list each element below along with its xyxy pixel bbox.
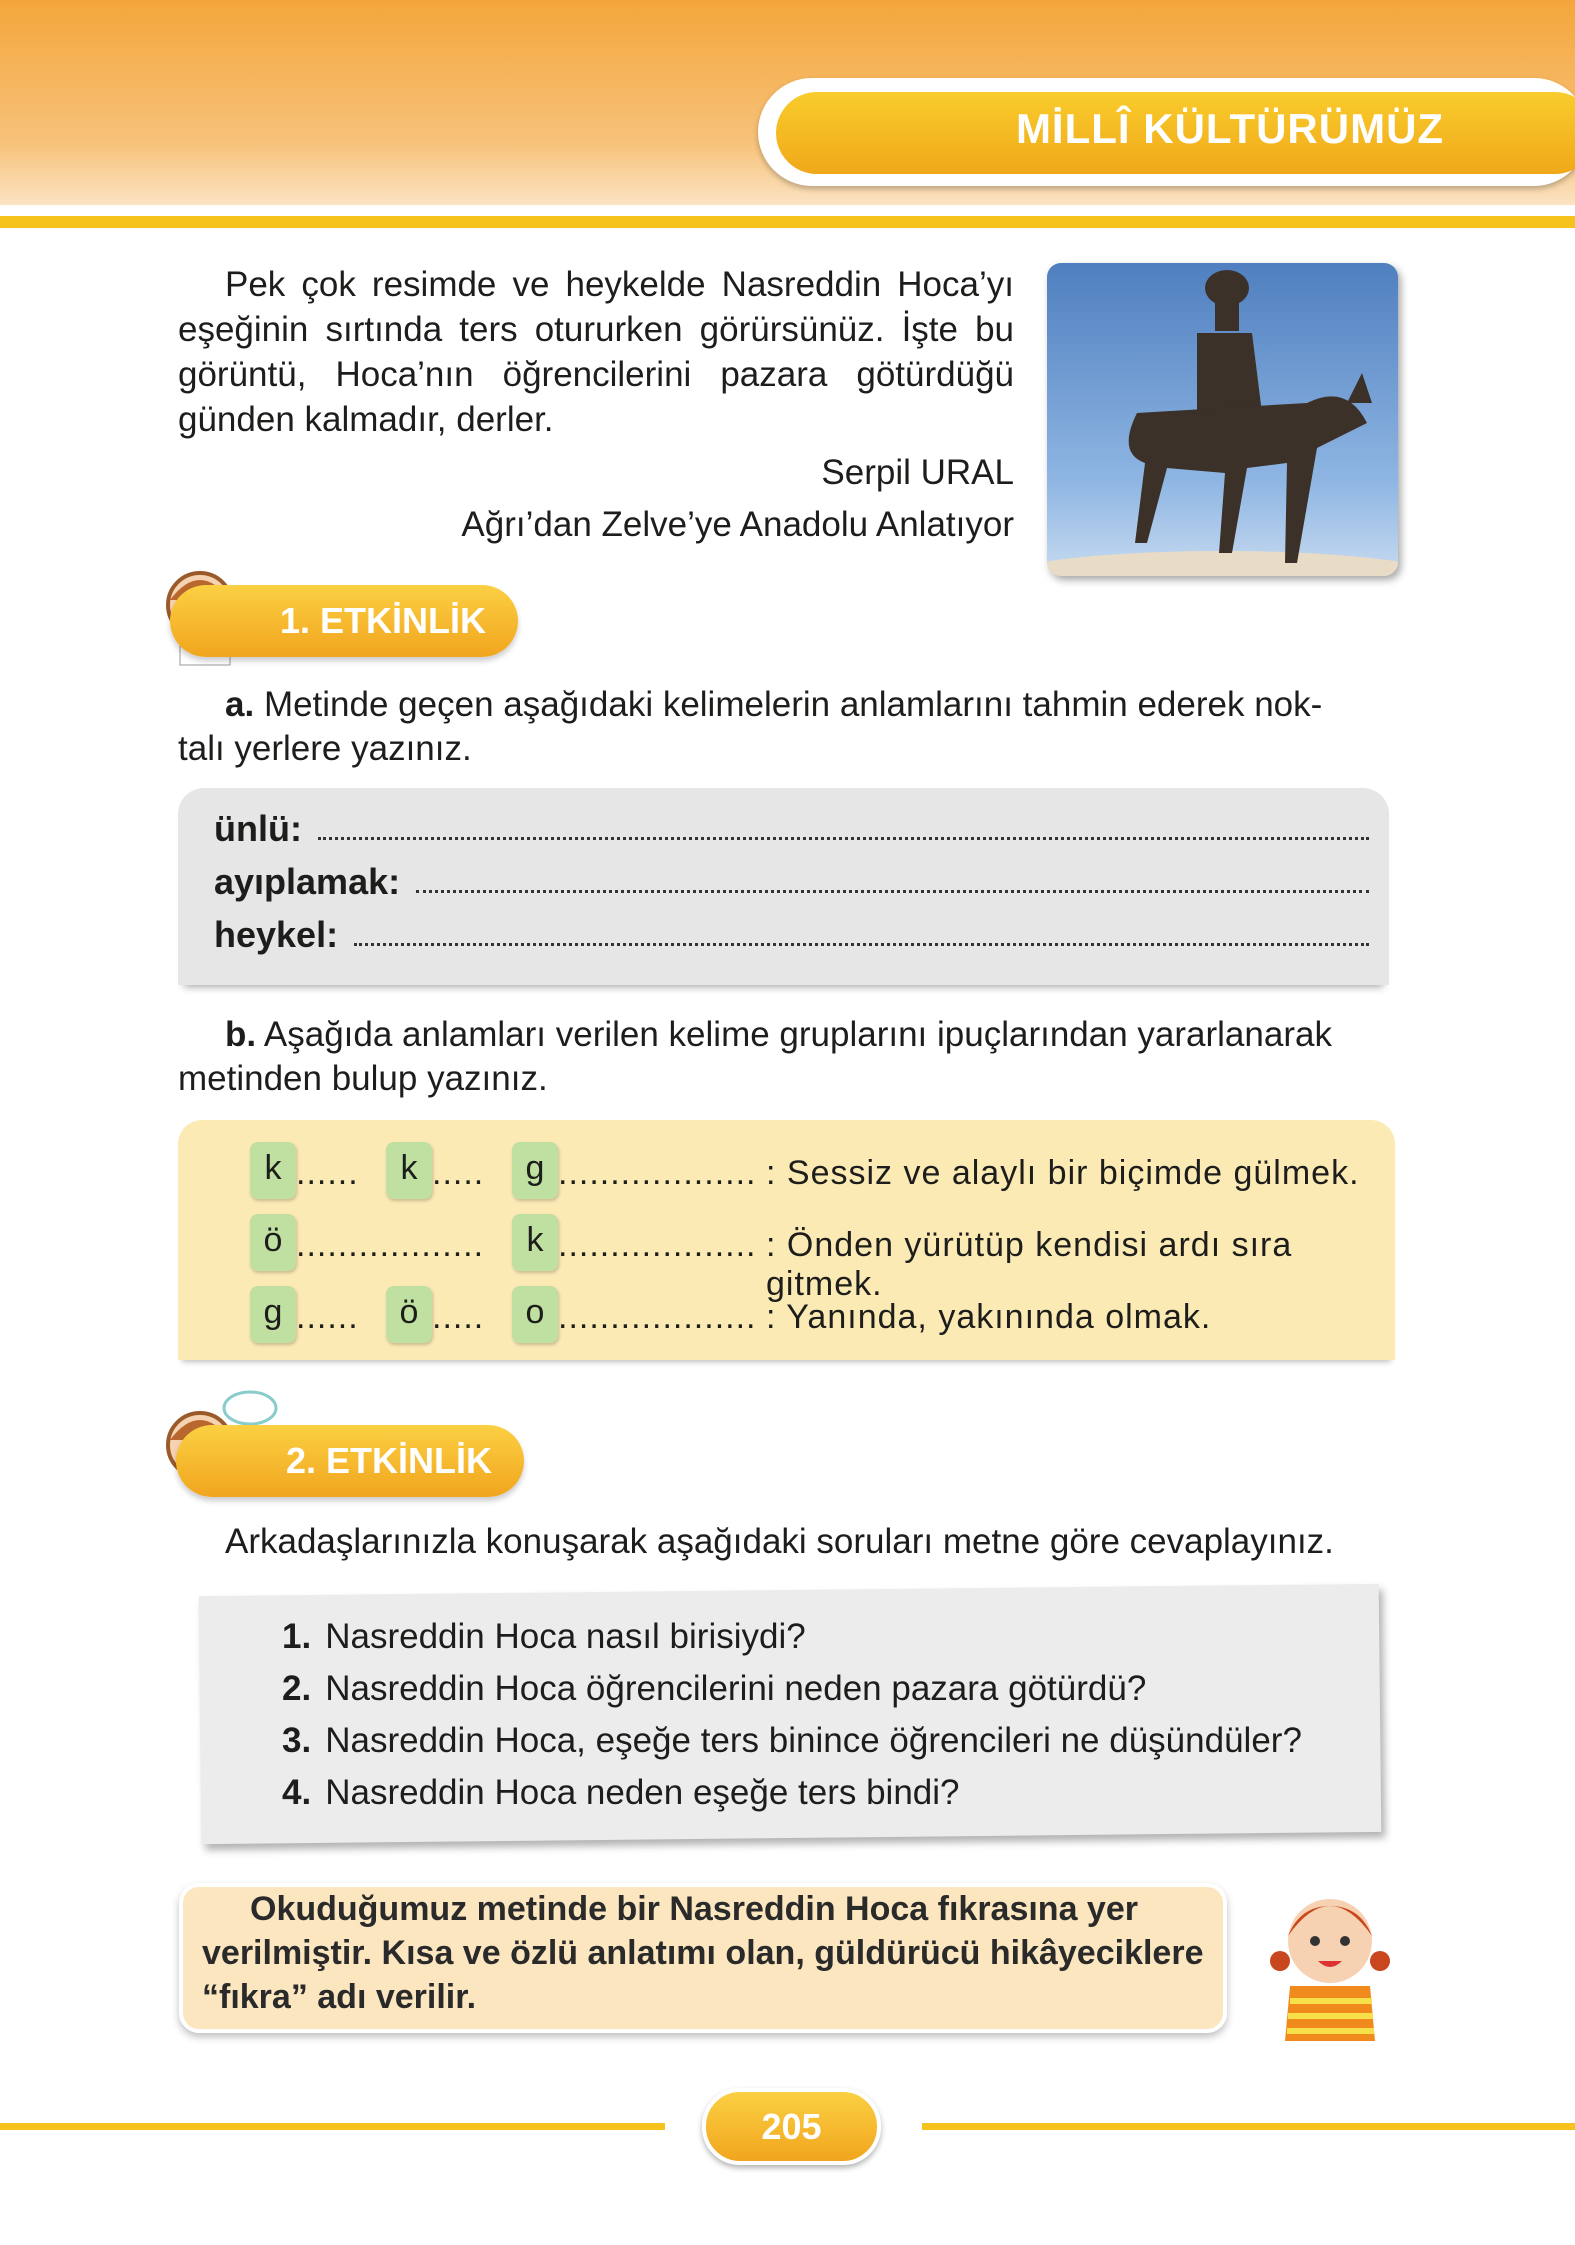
vocab-word: ayıplamak: — [214, 861, 401, 902]
clue-box — [178, 1120, 1395, 1360]
clue-meaning: : Sessiz ve alaylı bir biçimde gülmek. — [766, 1154, 1360, 1192]
answer-dots[interactable]: ................... — [558, 1226, 757, 1264]
question-item — [282, 1721, 1302, 1761]
instruction-a — [225, 682, 1322, 727]
footer-line-right — [922, 2123, 1575, 2130]
activity-2-instruction: Arkadaşlarınızla konuşarak aşağıdaki soruları metne göre cevaplayınız. — [225, 1522, 1334, 1561]
instruction-a-text: Metinde geçen aşağıdaki kelimelerin anlamlarını tahmin ederek nok- — [263, 685, 1323, 724]
answer-dots[interactable]: ...... — [296, 1298, 359, 1336]
activity-2-title: 2. ETKİNLİK — [286, 1440, 493, 1481]
answer-dots[interactable]: ................... — [558, 1298, 757, 1336]
activity-1-title: 1. ETKİNLİK — [280, 600, 487, 641]
clue-meaning: : Yanında, yakınında olmak. — [766, 1298, 1212, 1336]
answer-line[interactable] — [318, 808, 1369, 840]
instruction-b-text: Aşağıda anlamları verilen kelime gruplarını ipuçlarından yararlanarak — [263, 1015, 1332, 1054]
question-number: 4. — [282, 1773, 312, 1812]
answer-dots[interactable]: ..... — [432, 1298, 485, 1336]
clue-meaning: : Önden yürütüp kendisi ardı sıra gitmek. — [766, 1226, 1293, 1303]
letter-hint: ö — [386, 1286, 432, 1343]
letter-hint: g — [250, 1286, 296, 1343]
statue-photo — [1047, 263, 1398, 576]
letter-hint: ö — [250, 1214, 296, 1271]
question-text: Nasreddin Hoca neden eşeğe ters bindi? — [325, 1773, 960, 1812]
answer-line[interactable] — [416, 861, 1369, 893]
girl-mascot-icon — [1260, 1876, 1400, 2041]
reading-passage: Pek çok resimde ve heykelde Nasreddin Hoca’yı eşeğinin sırtında ters otururken görürsünüz. İşte bu görüntü, Hoca’nın öğrencilerini pazara götürdüğü günden kalmadır, derler. — [178, 265, 1014, 439]
letter-hint: g — [512, 1142, 558, 1199]
info-line: “fıkra” adı verilir. — [202, 1978, 477, 2016]
instruction-b — [225, 1012, 1332, 1057]
answer-dots[interactable]: ..... — [432, 1154, 485, 1192]
question-number: 1. — [282, 1617, 312, 1656]
label-b: b. — [225, 1015, 257, 1054]
vocab-row — [214, 914, 1369, 956]
letter-hint: k — [250, 1142, 296, 1199]
answer-dots[interactable]: ................... — [558, 1154, 757, 1192]
question-number: 2. — [282, 1669, 312, 1708]
answer-dots[interactable]: ...... — [296, 1154, 359, 1192]
info-line: verilmiştir. Kısa ve özlü anlatımı olan, güldürücü hikâyeciklere — [202, 1934, 1204, 1972]
activity-1-badge — [170, 585, 518, 657]
vocab-word: ünlü: — [214, 808, 302, 849]
letter-hint: k — [512, 1214, 558, 1271]
vocab-word: heykel: — [214, 914, 339, 955]
question-text: Nasreddin Hoca öğrencilerini neden pazara götürdü? — [325, 1669, 1147, 1708]
vocab-row — [214, 861, 1369, 903]
question-item — [282, 1773, 960, 1813]
footer-line-left — [0, 2123, 665, 2130]
activity-2-badge — [176, 1425, 524, 1497]
section-title: MİLLÎ KÜLTÜRÜMÜZ — [1015, 105, 1445, 152]
label-a: a. — [225, 685, 255, 724]
author: Serpil URAL — [821, 453, 1014, 492]
instruction-b-text-2: metinden bulup yazınız. — [178, 1059, 548, 1098]
info-line: Okuduğumuz metinde bir Nasreddin Hoca fıkrasına yer — [250, 1890, 1138, 1928]
answer-dots[interactable]: .................. — [296, 1226, 485, 1264]
question-number: 3. — [282, 1721, 312, 1760]
answer-line[interactable] — [354, 914, 1369, 946]
question-item — [282, 1617, 806, 1657]
letter-hint: k — [386, 1142, 432, 1199]
source: Ağrı’dan Zelve’ye Anadolu Anlatıyor — [461, 505, 1014, 544]
page-number: 205 — [702, 2088, 881, 2165]
question-item — [282, 1669, 1146, 1709]
instruction-a-text-2: talı yerlere yazınız. — [178, 729, 472, 768]
header-divider — [0, 216, 1575, 228]
vocab-row — [214, 808, 1369, 850]
letter-hint: o — [512, 1286, 558, 1343]
vocabulary-box — [178, 788, 1389, 985]
question-text: Nasreddin Hoca nasıl birisiydi? — [325, 1617, 806, 1656]
question-text: Nasreddin Hoca, eşeğe ters binince öğrencileri ne düşündüler? — [325, 1721, 1302, 1760]
